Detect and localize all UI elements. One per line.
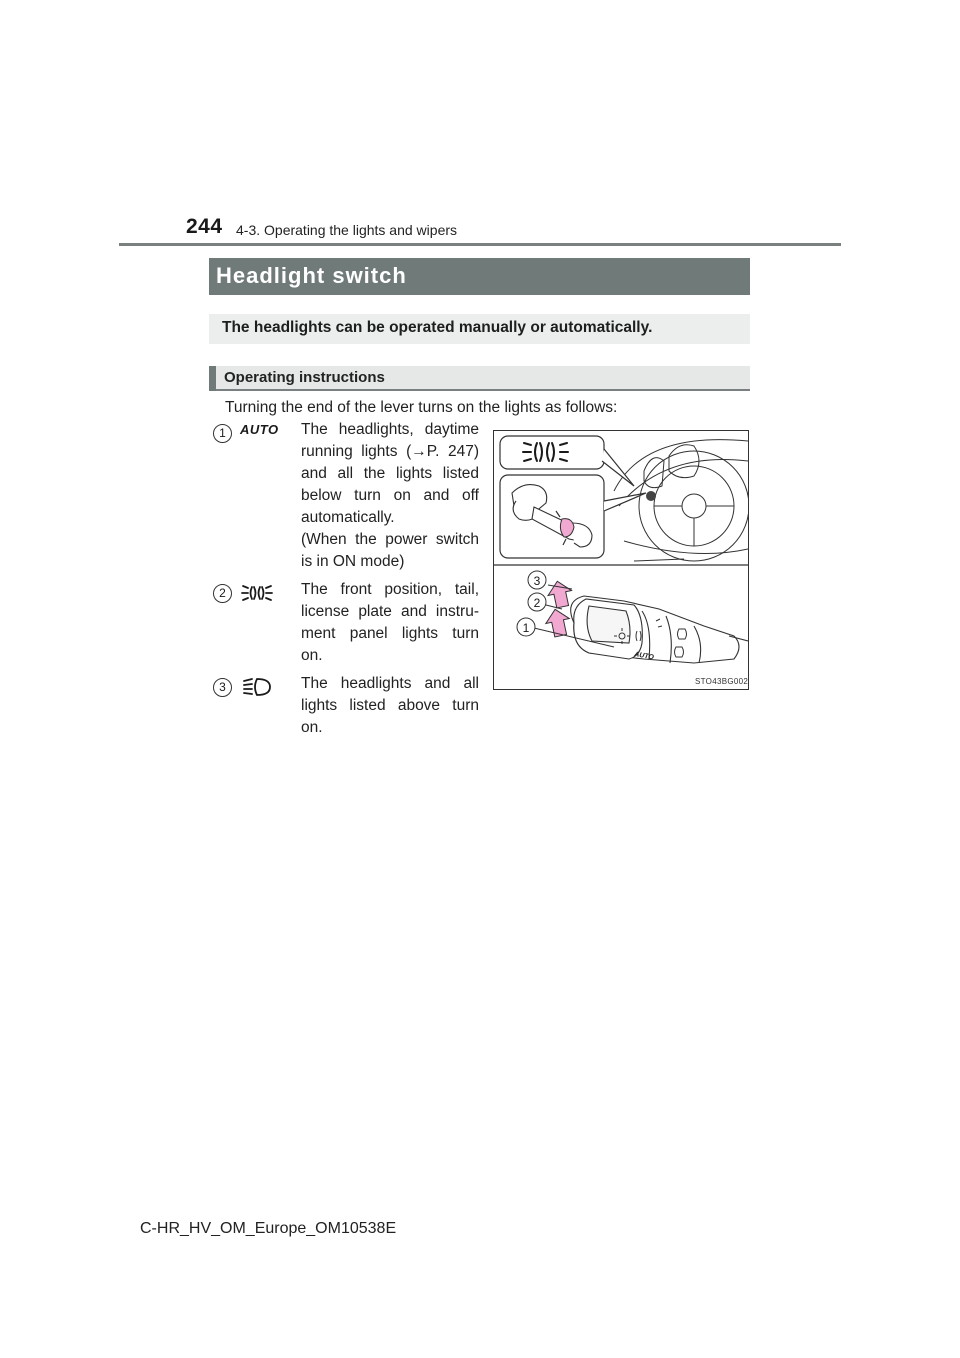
item-description xyxy=(301,419,479,573)
item-description xyxy=(301,579,479,667)
item-line: The headlights and all xyxy=(301,675,479,692)
callout-3: 3 xyxy=(533,574,541,588)
item-number: 1 xyxy=(213,424,232,443)
item-description xyxy=(301,673,479,739)
item-line: on. xyxy=(301,719,323,736)
intro-text: The headlights can be operated manually or automatically. xyxy=(222,319,653,336)
lever-auto-label: AUTO xyxy=(633,651,655,662)
headlight-icon xyxy=(240,676,274,698)
item-line: automatically. xyxy=(301,509,395,526)
page-number: 244 xyxy=(186,215,223,238)
subheading: Operating instructions xyxy=(224,369,385,386)
item-number: 3 xyxy=(213,678,232,697)
item-line: and all the lights listed xyxy=(301,465,479,482)
section-title: Headlight switch xyxy=(216,263,407,288)
item-line: ment panel lights turn xyxy=(301,625,479,642)
item-line: on. xyxy=(301,647,323,664)
item-line: The headlights, daytime xyxy=(301,421,479,438)
lead-text: Turning the end of the lever turns on the lights as follows: xyxy=(225,399,618,416)
callout-1: 1 xyxy=(522,621,530,635)
header-divider xyxy=(119,243,841,246)
section-reference: 4-3. Operating the lights and wipers xyxy=(236,222,458,238)
item-number: 2 xyxy=(213,584,232,603)
side-lights-icon xyxy=(240,582,274,604)
section-title-band xyxy=(209,258,750,295)
callout-2: 2 xyxy=(533,596,541,610)
subheading-accent-bar xyxy=(209,366,216,391)
item-line: running lights (→P. 247) xyxy=(301,443,479,460)
document-footer: C-HR_HV_OM_Europe_OM10538E xyxy=(140,1220,397,1237)
item-line: below turn on and off xyxy=(301,487,479,504)
lever-drawing xyxy=(494,431,748,689)
item-line: (When the power switch xyxy=(301,531,479,548)
figure-code: STO43BG002 xyxy=(695,677,749,686)
subheading-band xyxy=(209,366,750,391)
intro-band xyxy=(209,314,750,344)
item-line: lights listed above turn xyxy=(301,697,479,714)
auto-mode-icon: AUTO xyxy=(240,422,279,437)
headlight-lever-illustration xyxy=(493,430,749,690)
item-line: The front position, tail, xyxy=(301,581,479,598)
item-line: is in ON mode) xyxy=(301,553,405,570)
item-line: license plate and instru- xyxy=(301,603,479,620)
